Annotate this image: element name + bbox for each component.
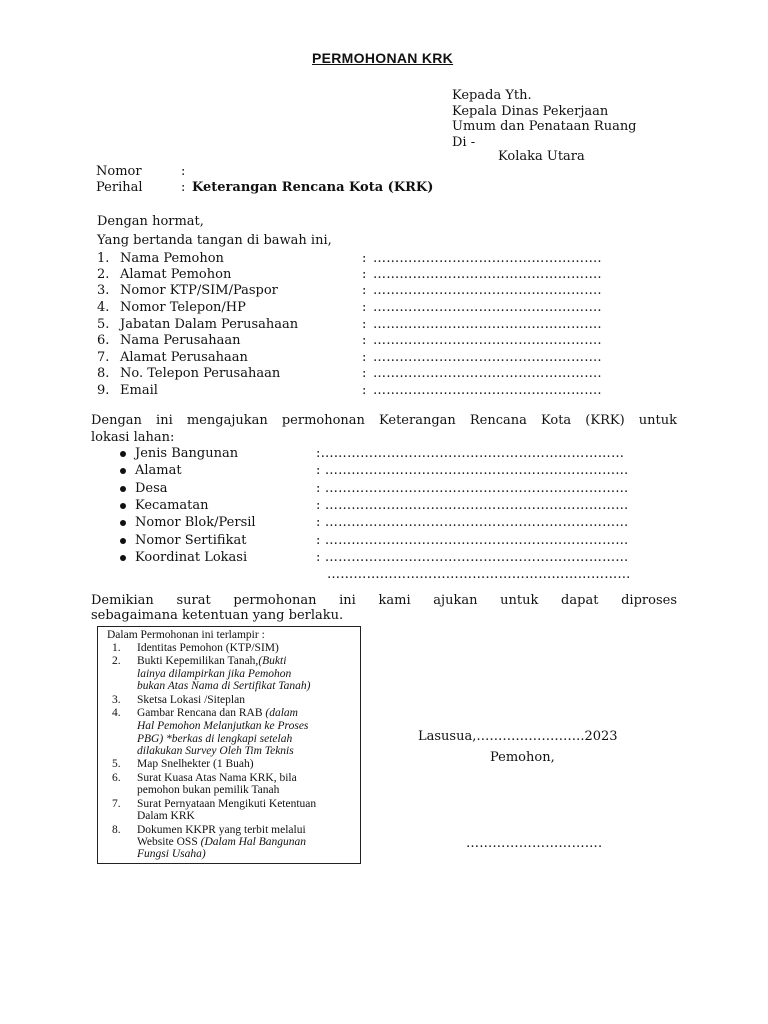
attachment-text: Sketsa Lokasi /Siteplan bbox=[137, 694, 245, 706]
field-number: 9. bbox=[97, 383, 110, 398]
attachment-number: 2. bbox=[112, 655, 121, 667]
field-dots: ……………………………………………. bbox=[373, 383, 602, 398]
perihal-value: Keterangan Rencana Kota (KRK) bbox=[192, 180, 434, 195]
field-dots: ……………………………………………. bbox=[373, 251, 602, 266]
field-dots: ……………………………………………. bbox=[373, 350, 602, 365]
perihal-colon: : bbox=[181, 180, 186, 195]
field-colon: : bbox=[362, 283, 367, 298]
field-colon: : bbox=[362, 267, 367, 282]
attachment-text: Identitas Pemohon (KTP/SIM) bbox=[137, 642, 279, 654]
bullet-icon bbox=[120, 451, 126, 457]
recipient-line-1: Kepada Yth. bbox=[452, 88, 532, 103]
attachment-heading: Dalam Permohonan ini terlampir : bbox=[107, 629, 265, 641]
attachment-number: 7. bbox=[112, 798, 121, 810]
perihal-label: Perihal bbox=[96, 180, 143, 195]
attachment-number: 5. bbox=[112, 758, 121, 770]
attachment-number: 1. bbox=[112, 642, 121, 654]
attachment-text: Surat Kuasa Atas Nama KRK, bila bbox=[137, 772, 297, 784]
field-dots: ……………………………………………. bbox=[373, 366, 602, 381]
attachment-text: PBG) *berkas di lengkapi setelah bbox=[137, 733, 293, 745]
land-value: : …………………………………………………………… bbox=[316, 463, 629, 478]
request-paragraph-line-1: Dengan ini mengajukan permohonan Keterangan Rencana Kota (KRK) untuk bbox=[91, 413, 677, 428]
field-dots: ……………………………………………. bbox=[373, 300, 602, 315]
field-colon: : bbox=[362, 300, 367, 315]
signature-place-date: Lasusua,…………………….2023 bbox=[418, 729, 618, 744]
field-label: Alamat Pemohon bbox=[120, 267, 232, 282]
greeting: Dengan hormat, bbox=[97, 214, 204, 229]
attachment-text: Fungsi Usaha) bbox=[137, 848, 206, 860]
field-number: 1. bbox=[97, 251, 110, 266]
field-dots: ……………………………………………. bbox=[373, 267, 602, 282]
nomor-label: Nomor bbox=[96, 164, 142, 179]
attachment-text: lainya dilampirkan jika Pemohon bbox=[137, 668, 292, 680]
land-label: Nomor Blok/Persil bbox=[135, 515, 256, 530]
closing-paragraph-line-2: sebagaimana ketentuan yang berlaku. bbox=[91, 608, 344, 623]
signature-role: Pemohon, bbox=[490, 750, 555, 765]
field-label: Jabatan Dalam Perusahaan bbox=[120, 317, 299, 332]
field-label: Nomor Telepon/HP bbox=[120, 300, 246, 315]
land-value: : …………………………………………………………… bbox=[316, 481, 629, 496]
field-label: Nomor KTP/SIM/Paspor bbox=[120, 283, 278, 298]
field-colon: : bbox=[362, 317, 367, 332]
field-number: 2. bbox=[97, 267, 110, 282]
field-colon: : bbox=[362, 333, 367, 348]
land-value: : …………………………………………………………… bbox=[316, 498, 629, 513]
field-number: 3. bbox=[97, 283, 110, 298]
attachment-text: Dalam KRK bbox=[137, 810, 195, 822]
field-label: No. Telepon Perusahaan bbox=[120, 366, 281, 381]
recipient-line-4: Di - bbox=[452, 135, 476, 150]
attachment-number: 3. bbox=[112, 694, 121, 706]
closing-paragraph-line-1: Demikian surat permohonan ini kami ajukan untuk dapat diproses bbox=[91, 593, 677, 608]
attachment-text: Surat Pernyataan Mengikuti Ketentuan bbox=[137, 798, 317, 810]
attachment-text: bukan Atas Nama di Sertifikat Tanah) bbox=[137, 680, 311, 692]
land-value: : …………………………………………………………… bbox=[316, 515, 629, 530]
land-value: : …………………………………………………………… bbox=[316, 533, 629, 548]
document-title: PERMOHONAN KRK bbox=[312, 50, 454, 66]
field-dots: ……………………………………………. bbox=[373, 283, 602, 298]
land-value: :…………………………………………………………… bbox=[316, 446, 625, 461]
intro-text: Yang bertanda tangan di bawah ini, bbox=[97, 233, 332, 248]
field-colon: : bbox=[362, 366, 367, 381]
field-number: 6. bbox=[97, 333, 110, 348]
recipient-line-3: Umum dan Penataan Ruang bbox=[452, 119, 637, 134]
attachment-text: Website OSS (Dalam Hal Bangunan bbox=[137, 836, 307, 848]
field-number: 7. bbox=[97, 350, 110, 365]
bullet-icon bbox=[120, 555, 126, 561]
bullet-icon bbox=[120, 503, 126, 509]
land-label: Koordinat Lokasi bbox=[135, 550, 248, 565]
field-dots: ……………………………………………. bbox=[373, 333, 602, 348]
attachment-text: Hal Pemohon Melanjutkan ke Proses bbox=[137, 720, 309, 732]
land-label: Nomor Sertifikat bbox=[135, 533, 247, 548]
attachment-number: 4. bbox=[112, 707, 121, 719]
land-label: Jenis Bangunan bbox=[135, 446, 239, 461]
land-label: Alamat bbox=[135, 463, 182, 478]
attachment-box bbox=[97, 626, 361, 864]
attachment-text: Dokumen KKPR yang terbit melalui bbox=[137, 824, 306, 836]
field-label: Nama Pemohon bbox=[120, 251, 224, 266]
field-label: Alamat Perusahaan bbox=[120, 350, 248, 365]
bullet-icon bbox=[120, 486, 126, 492]
recipient-line-5: Kolaka Utara bbox=[498, 149, 585, 164]
bullet-icon bbox=[120, 538, 126, 544]
attachment-text: Map Snelhekter (1 Buah) bbox=[137, 758, 254, 770]
recipient-line-2: Kepala Dinas Pekerjaan bbox=[452, 104, 609, 119]
attachment-text: pemohon bukan pemilik Tanah bbox=[137, 784, 280, 796]
field-number: 8. bbox=[97, 366, 110, 381]
field-colon: : bbox=[362, 251, 367, 266]
field-colon: : bbox=[362, 350, 367, 365]
request-paragraph-line-2: lokasi lahan: bbox=[91, 430, 175, 445]
attachment-number: 8. bbox=[112, 824, 121, 836]
land-extra-line: …………………………………………………………… bbox=[327, 567, 631, 582]
nomor-colon: : bbox=[181, 164, 186, 179]
attachment-text: Bukti Kepemilikan Tanah,(Bukti bbox=[137, 655, 287, 667]
field-label: Nama Perusahaan bbox=[120, 333, 241, 348]
attachment-text: dilakukan Survey Oleh Tim Teknis bbox=[137, 745, 294, 757]
land-label: Kecamatan bbox=[135, 498, 209, 513]
field-colon: : bbox=[362, 383, 367, 398]
attachment-number: 6. bbox=[112, 772, 121, 784]
field-dots: ……………………………………………. bbox=[373, 317, 602, 332]
field-number: 5. bbox=[97, 317, 110, 332]
land-value: : …………………………………………………………… bbox=[316, 550, 629, 565]
bullet-icon bbox=[120, 520, 126, 526]
bullet-icon bbox=[120, 468, 126, 474]
attachment-text: Gambar Rencana dan RAB (dalam bbox=[137, 707, 298, 719]
signature-name-line: …………………………. bbox=[466, 836, 603, 851]
field-number: 4. bbox=[97, 300, 110, 315]
field-label: Email bbox=[120, 383, 158, 398]
land-label: Desa bbox=[135, 481, 168, 496]
